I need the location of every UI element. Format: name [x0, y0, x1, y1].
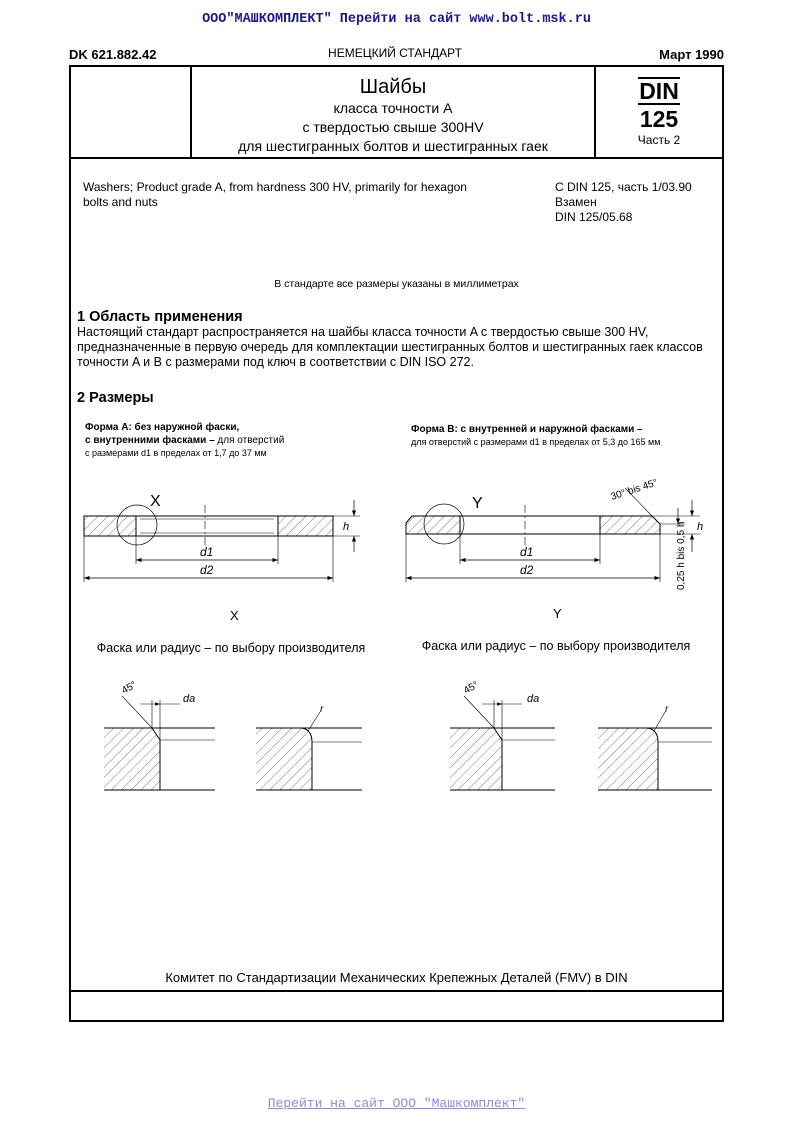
din-number: 125	[639, 106, 679, 132]
title-line: для шестигранных болтов и шестигранных гаек	[238, 138, 548, 154]
caption-bold: с внутренними фасками –	[85, 435, 215, 446]
detail-y-radius	[598, 712, 712, 790]
dim-d1: d1	[520, 545, 534, 559]
section-text: Настоящий стандарт распространяется на шайбы класса точности A с твердостью свыше 300 HV, предназначенные в первую очередь для комплектации шестигранных болтов и шестигранных гаек классов точности A и B с размерами под ключ в соответствии с DIN ISO 272.	[77, 325, 703, 369]
english-title: Washers; Product grade A, from hardness 300 HV, primarily for hexagon bolts and nuts	[83, 180, 467, 209]
detail-y-chamfer	[450, 696, 555, 790]
dim-d2: d2	[520, 563, 534, 577]
washer-form-a	[84, 500, 360, 582]
detail-label-y: Y	[472, 495, 483, 512]
angle-45: 45°	[462, 679, 481, 697]
dim-d1: d1	[200, 545, 214, 559]
dim-da: da	[183, 693, 196, 705]
title-line: класса точности A	[333, 100, 453, 116]
title-line: с твердостью свыше 300HV	[302, 119, 484, 135]
din-label: DIN	[639, 78, 679, 104]
replaces-line: Взамен	[555, 195, 597, 209]
detail-label-x: X	[150, 493, 161, 510]
angle-range: 30° bis 45°	[609, 477, 660, 503]
dim-da: da	[527, 693, 540, 705]
detail-title-y: Y	[553, 606, 562, 621]
replaces-line: DIN 125/05.68	[555, 210, 633, 224]
caption-line: для отверстий с размерами d1 в пределах от 5,3 до 165 мм	[411, 437, 661, 447]
form-b-note: Фаска или радиус – по выбору производителя	[421, 639, 691, 653]
detail-x-chamfer	[104, 696, 215, 790]
replaces-line: С DIN 125, часть 1/03.90	[555, 180, 692, 194]
title-main: Шайбы	[359, 76, 427, 98]
din-part: Часть 2	[637, 133, 681, 147]
units-note: В стандарте все размеры указаны в миллиметрах	[274, 278, 519, 290]
dim-r: r	[665, 704, 669, 715]
caption-line: Форма B: с внутренней и наружной фасками –	[411, 424, 643, 435]
dim-r: r	[320, 704, 324, 715]
angle-45: 45°	[120, 679, 139, 697]
form-a-note: Фаска или радиус – по выбору производителя	[96, 641, 366, 655]
chamfer-dim: 0,25 h bis 0,5 h	[676, 521, 687, 590]
committee: Комитет по Стандартизации Механических Крепежных Деталей (FMV) в DIN	[165, 970, 628, 985]
dim-h: h	[697, 521, 704, 533]
section-heading: 1 Область применения	[77, 309, 243, 325]
site-link-top[interactable]: ООО"МАШКОМПЛЕКТ" Перейти на сайт www.bolt.msk.ru	[202, 12, 591, 27]
standard-label: НЕМЕЦКИЙ СТАНДАРТ	[328, 46, 462, 60]
dk-code: DK 621.882.42	[69, 47, 157, 62]
caption-line: Форма A: без наружной фаски,	[85, 422, 240, 433]
dim-d2: d2	[200, 563, 214, 577]
washer-form-b	[406, 488, 700, 582]
caption-rest: для отверстий	[214, 435, 285, 446]
dim-h: h	[343, 521, 350, 533]
date: Март 1990	[659, 47, 724, 62]
site-link-bottom[interactable]: Перейти на сайт ООО "Машкомплект"	[267, 1096, 526, 1111]
section-heading: 2 Размеры	[77, 390, 154, 406]
detail-title-x: X	[230, 608, 239, 623]
caption-line: с размерами d1 в пределах от 1,7 до 37 мм	[85, 448, 267, 458]
detail-x-radius	[256, 712, 362, 790]
